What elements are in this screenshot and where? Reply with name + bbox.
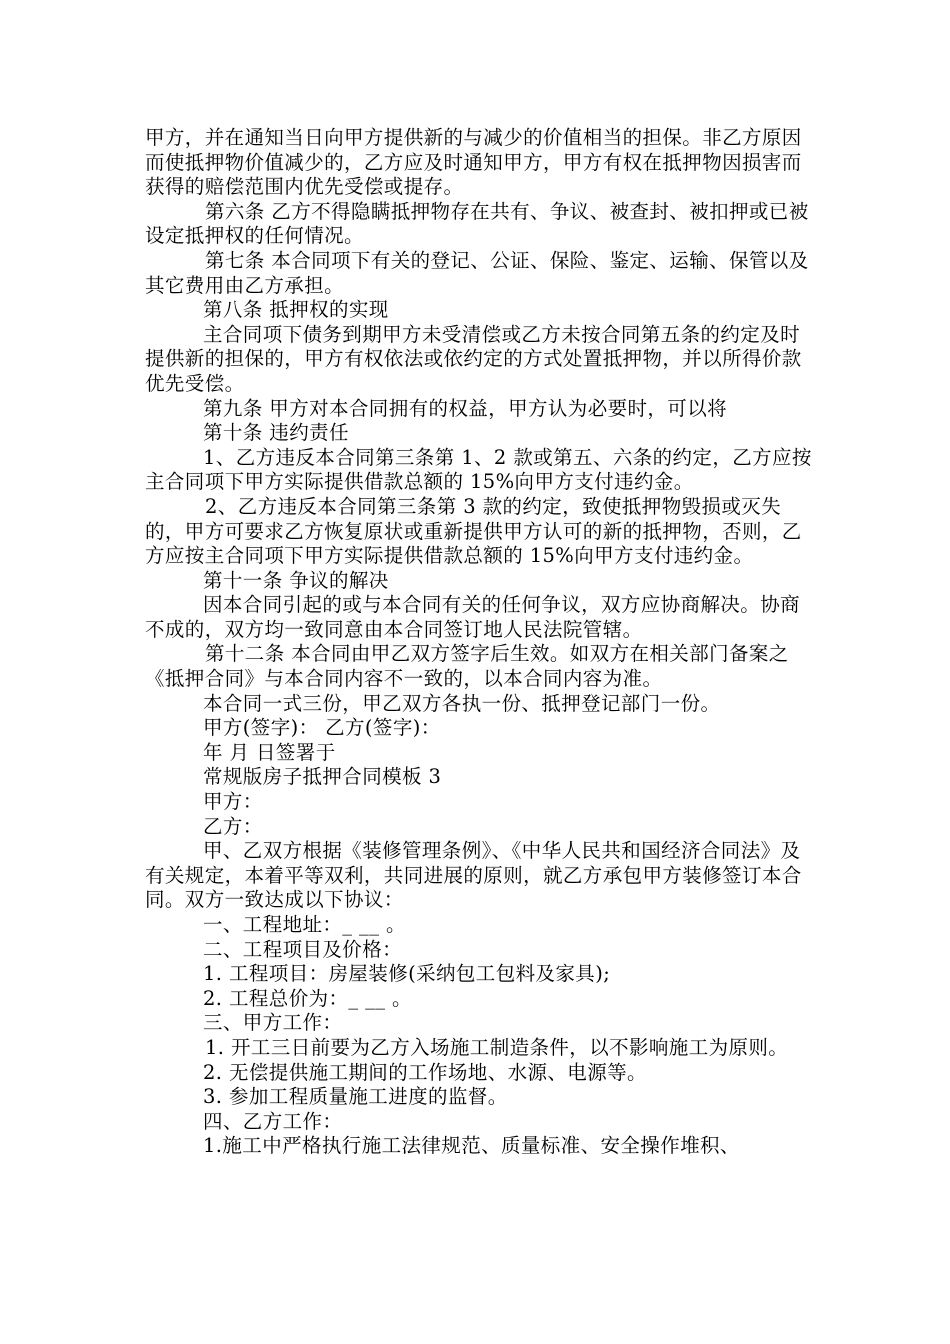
document-body	[145, 126, 815, 1159]
heading-article-10: 第十条 违约责任	[203, 421, 349, 445]
paragraph: 主合同项下债务到期甲方未受清偿或乙方未按合同第五条的约定及时提供新的担保的，甲方有权依法或依约定的方式处置抵押物，并以所得价款优先受偿。	[145, 322, 802, 395]
paragraph: 甲、乙双方根据《装修管理条例》、《中华人民共和国经济合同法》及有关规定，本着平等双利，共同进展的原则，就乙方承包甲方装修签订本合同。双方一致达成以下协议：	[145, 839, 802, 912]
heading-article-11: 第十一条 争议的解决	[203, 568, 389, 592]
paragraph-clause-2: 2、乙方违反本合同第三条第 3 款的约定，致使抵押物毁损或灭失的，甲方可要求乙方恢复原状或重新提供甲方认可的新的抵押物，否则，乙方应按主合同项下甲方实际提供借款总额的 15%向甲方支付违约金。	[145, 494, 802, 568]
party-a-line: 甲方：	[203, 790, 263, 814]
date-line: 年 月 日签署于	[203, 740, 336, 764]
list-item: 二、工程项目及价格：	[203, 937, 403, 961]
list-item: 1.施工中严格执行施工法律规范、质量标准、安全操作堆积、	[203, 1134, 740, 1158]
paragraph-clause-1: 1、乙方违反本合同第三条第 1、2 款或第五、六条的约定，乙方应按主合同项下甲方实际提供借款总额的 15%向甲方支付违约金。	[145, 445, 812, 494]
paragraph-article-6: 第六条 乙方不得隐瞒抵押物存在共有、争议、被查封、被扣押或已被设定抵押权的任何情况。	[145, 199, 809, 248]
heading-article-8: 第八条 抵押权的实现	[203, 298, 389, 322]
paragraph: 甲方，并在通知当日向甲方提供新的与减少的价值相当的担保。非乙方原因而使抵押物价值减少的，乙方应及时通知甲方，甲方有权在抵押物因损害而获得的赔偿范围内优先受偿或提存。	[145, 126, 802, 199]
party-b-line: 乙方：	[203, 814, 263, 838]
list-item: 3. 参加工程质量施工进度的监督。	[203, 1085, 508, 1109]
list-item: 2. 工程总价为：_ __ 。	[203, 986, 412, 1010]
paragraph: 因本合同引起的或与本合同有关的任何争议，双方应协商解决。协商不成的，双方均一致同意由本合同签订地人民法院管辖。	[145, 593, 801, 641]
list-item: 四、乙方工作：	[203, 1109, 343, 1133]
paragraph-article-7: 第七条 本合同项下有关的登记、公证、保险、鉴定、运输、保管以及其它费用由乙方承担。	[145, 248, 809, 297]
list-item: 2. 无偿提供施工期间的工作场地、水源、电源等。	[203, 1060, 647, 1084]
paragraph-article-9: 第九条 甲方对本合同拥有的权益，甲方认为必要时，可以将	[203, 396, 727, 420]
list-item: 1. 工程项目：房屋装修(采纳包工包料及家具);	[203, 962, 611, 986]
section-title: 常规版房子抵押合同模板 3	[203, 765, 442, 789]
paragraph-article-12: 第十二条 本合同由甲乙双方签字后生效。如双方在相关部门备案之《抵押合同》与本合同内容不一致的，以本合同内容为准。	[145, 642, 789, 691]
list-item: 一、工程地址：_ __ 。	[203, 913, 406, 936]
paragraph: 本合同一式三份，甲乙双方各执一份、抵押登记部门一份。	[203, 691, 721, 715]
signature-line: 甲方(签字)： 乙方(签字)：	[203, 716, 441, 740]
list-item: 1. 开工三日前要为乙方入场施工制造条件，以不影响施工为原则。	[205, 1035, 789, 1059]
list-item: 三、甲方工作：	[203, 1011, 343, 1035]
